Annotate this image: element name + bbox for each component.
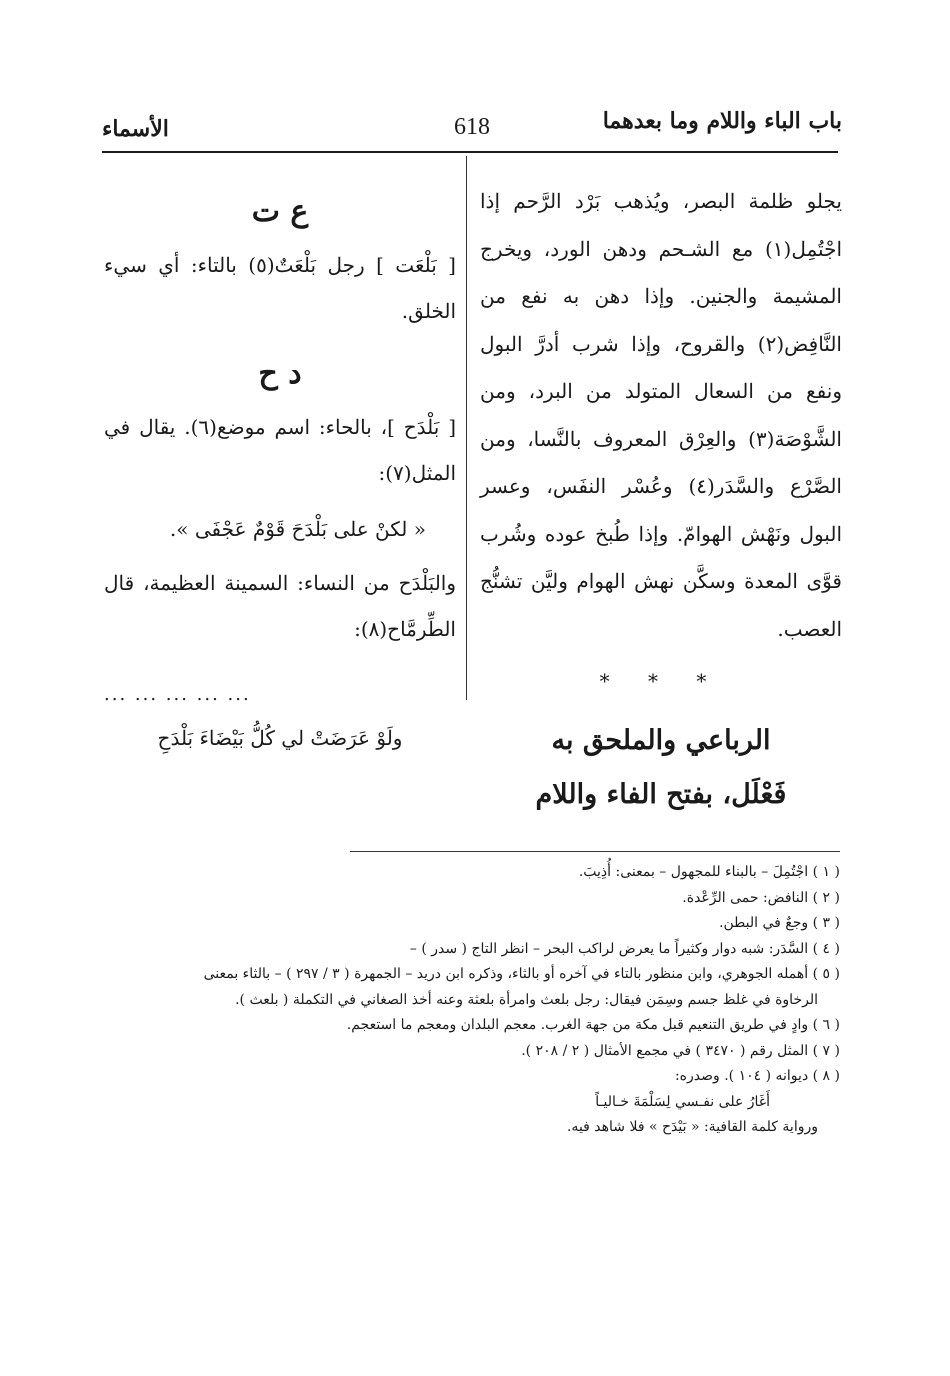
proverb-quote: « لكنْ على بَلْدَحَ قَوْمٌ عَجْفَى ». xyxy=(169,517,426,541)
chapter-title: باب الباء واللام وما بعدهما xyxy=(602,108,842,134)
footnote-2: ( ٢ ) النافض: حمى الرِّعْدة. xyxy=(682,889,840,906)
footnote-8-note: ورواية كلمة القافية: « بَيْدَح » فلا شاهد فيه. xyxy=(566,1119,818,1135)
poetry-verse: ولَوْ عَرَضَتْ لي كُلُّ بَيْضَاءَ بَلْدَحِ xyxy=(157,726,403,750)
entry-baldah-women: والبَلْدَح من النساء: السمينة العظيمة، قال الطِّرمَّاح(٨): xyxy=(104,571,456,641)
footnote-3: ( ٣ ) وجعٌ في البطن. xyxy=(719,915,840,931)
footnote-6: ( ٦ ) وادٍ في طريق التنعيم قبل مكة من جهة الغرب. معجم البلدان ومعجم ما استعجم. xyxy=(346,1017,840,1033)
footnote-8: ( ٨ ) ديوانه ( ١٠٤ ). وصدره: xyxy=(674,1068,840,1084)
page-number: 618 xyxy=(454,114,490,140)
header-rule xyxy=(102,151,838,153)
entry-balat: [ بَلْعَت ] رجل بَلْعَتٌ(٥) بالتاء: أي سيء الخلق. xyxy=(104,253,456,323)
footnote-8-verse: أَغَارُ على نفـسي لِسَلْمَةَ خـاليـاً xyxy=(595,1093,770,1110)
running-header xyxy=(102,104,842,144)
root-heading-dal-ha: د ح xyxy=(258,356,302,391)
entry-baldah: [ بَلْدَح ]، بالحاء: اسم موضع(٦). يقال في المثل(٧): xyxy=(104,415,456,485)
section-separator: * * * xyxy=(599,669,723,693)
left-column xyxy=(104,190,456,758)
root-heading-ayn-ta: ع ت xyxy=(251,194,309,229)
right-column-paragraph: يجلو ظلمة البصر، ويُذهب بَرْد الرَّحم إذا اجْتُمِل(١) مع الشـحم ودهن الورد، ويخرج المشيمة والجنين. وإذا دهن به نفع من النَّافِض(٢) والقروح، وإذا شرب أدرَّ البول ونفع من السعال المتولد من البرد، ومن الشَّوْصَة(٣) والعِرْق المعروف بالنَّسا، ومن الصَّرْع والسَّدَر(٤) وعُسْر النفَس، وعسر البول ونَهْش الهوامّ. وإذا طُبخ عوده وشُرب قوَّى المعدة وسكَّن نهش الهوام وليَّن تشنُّج العصب. xyxy=(480,189,842,641)
footnote-5-continued: الرخاوة في غلظ جسم وسِمَن فيقال: رجل بلعث وامرأة بلعثة وعنه أخذ الصغاني في التكملة ( بلعث ). xyxy=(235,991,818,1008)
footnote-4: ( ٤ ) السَّدَر: شبه دوار وكثيراً ما يعرض لراكب البحر – انظر التاج ( سدر ) – xyxy=(409,940,840,957)
subsection-heading: فَعْلَل، بفتح الفاء واللام xyxy=(535,779,787,810)
column-divider xyxy=(466,156,467,700)
section-heading: الرباعي والملحق به xyxy=(551,725,771,756)
right-column xyxy=(480,178,842,817)
footnotes xyxy=(100,860,840,1141)
footnote-1: ( ١ ) اجْتُمِلَ – بالبناء للمجهول – بمعنى: أُذِيبَ. xyxy=(578,864,840,880)
verse-ellipsis: ... ... ... ... ... xyxy=(104,684,251,705)
footnote-rule xyxy=(350,851,840,852)
section-title: الأسماء xyxy=(102,116,169,142)
footnote-7: ( ٧ ) المثل رقم ( ٣٤٧٠ ) في مجمع الأمثال ( ٢ / ٢٠٨ ). xyxy=(521,1042,840,1059)
footnote-5: ( ٥ ) أهمله الجوهري، وابن منظور بالتاء في آخره أو بالثاء، وذكره ابن دريد – الجمهرة ( ٣ / ٢٩٧ ) – بالثاء بمعنى xyxy=(203,966,840,982)
